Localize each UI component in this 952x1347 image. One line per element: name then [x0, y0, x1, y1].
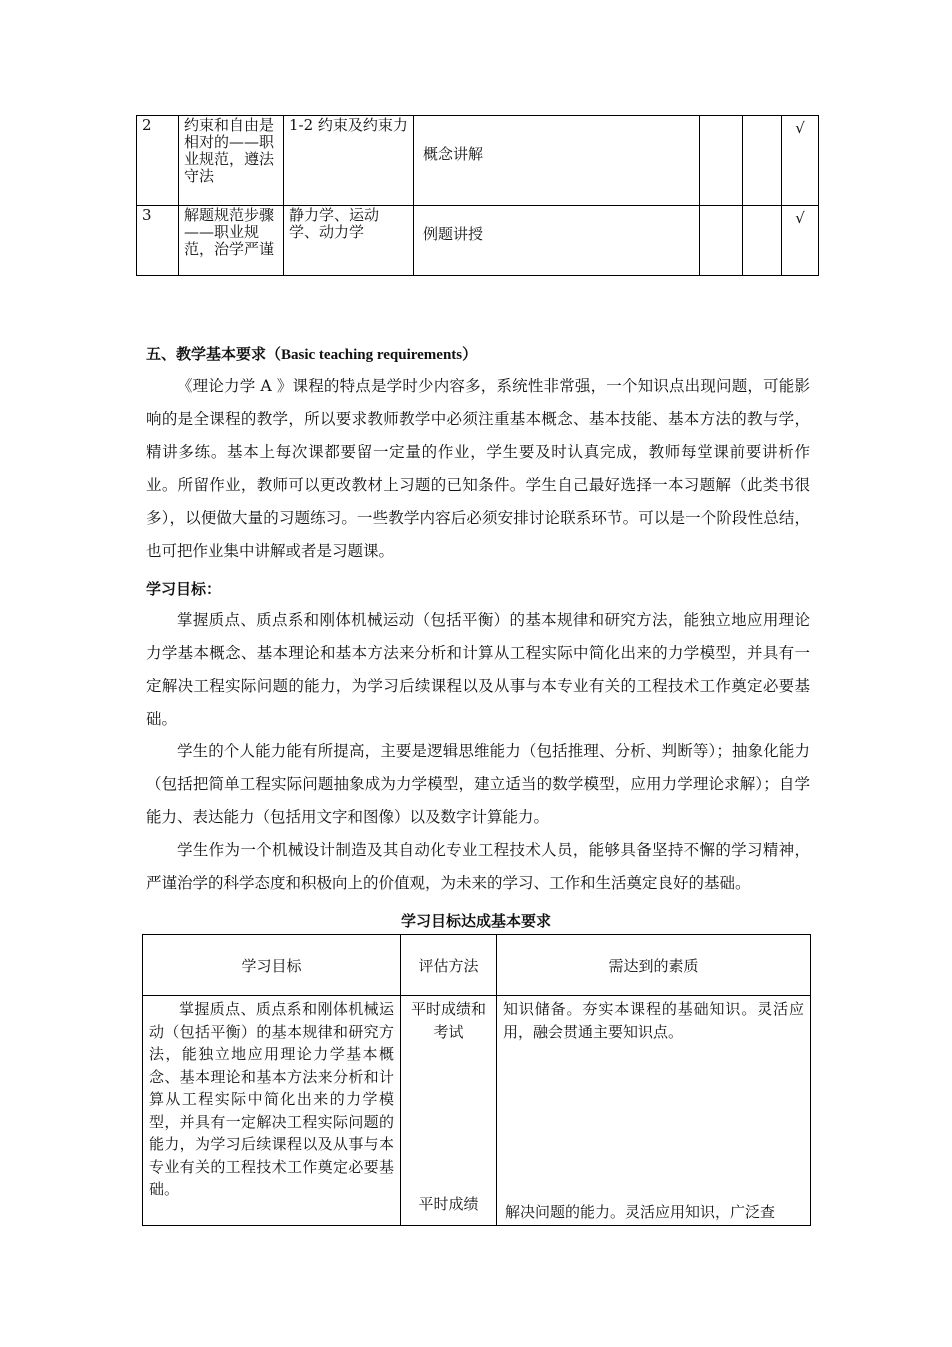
evaluation-method-1: 平时成绩和考试 — [410, 1000, 486, 1041]
quality-item-1: 知识储备。夯实本课程的基础知识。灵活应用，融会贯通主要知识点。 — [503, 1000, 804, 1041]
empty-cell — [700, 116, 743, 206]
learning-goal-paragraph-1: 掌握质点、质点系和刚体机械运动（包括平衡）的基本规律和研究方法，能独立地应用理论力学基本概念、基本理论和基本方法来分析和计算从工程实际中简化出来的力学模型，并具有一定解决工程实际问题的能力，为学习后续课程以及从事与本专业有关的工程技术工作奠定必要基础。 — [146, 611, 810, 728]
header-required-quality: 需达到的素质 — [497, 935, 811, 996]
checkmark-cell: √ — [782, 206, 819, 276]
teaching-requirements-paragraph: 《理论力学 A 》课程的特点是学时少内容多，系统性非常强，一个知识点出现问题，可能影响的是全课程的教学，所以要求教师教学中必须注重基本概念、基本技能、基本方法的教与学，精讲多练。基本上每次课都要留一定量的作业，学生要及时认真完成，教师每堂课前要讲析作业。所留作业，教师可以更改教材上习题的已知条件。学生自己最好选择一本习题解（此类书很多），以便做大量的习题练习。一些教学内容后必须安排讨论联系环节。可以是一个阶段性总结，也可把作业集中讲解或者是习题课。 — [146, 377, 810, 560]
topic-cell: 约束和自由是相对的——职业规范，遵法守法 — [179, 116, 284, 206]
chapter-cell: 1-2 约束及约束力 — [284, 116, 414, 206]
learning-goals-heading: 学习目标： — [146, 580, 222, 598]
section-heading — [146, 343, 477, 364]
evaluation-method-2: 平时成绩 — [418, 1194, 479, 1213]
row-number: 2 — [137, 116, 179, 206]
method-cell: 概念讲解 — [414, 116, 700, 206]
learning-goal-paragraph-2: 学生的个人能力能有所提高，主要是逻辑思维能力（包括推理、分析、判断等）；抽象化能力（包括把简单工程实际问题抽象成为力学模型，建立适当的数学模型，应用力学理论求解）；自学能力、表达能力（包括用文字和图像）以及数字计算能力。 — [146, 742, 810, 826]
empty-cell — [743, 116, 782, 206]
quality-item-2: 解决问题的能力。灵活应用知识，广泛查 — [505, 1202, 776, 1221]
chapter-cell: 静力学、运动学、动力学 — [284, 206, 414, 276]
table-row — [137, 206, 819, 276]
header-evaluation-method: 评估方法 — [401, 935, 497, 996]
checkmark-cell: √ — [782, 116, 819, 206]
topic-cell: 解题规范步骤——职业规范，治学严谨 — [179, 206, 284, 276]
method-cell: 例题讲授 — [414, 206, 700, 276]
empty-cell — [743, 206, 782, 276]
table-caption: 学习目标达成基本要求 — [400, 912, 551, 930]
row-number: 3 — [137, 206, 179, 276]
empty-cell — [700, 206, 743, 276]
table-header-row — [143, 935, 811, 996]
course-content-table — [136, 115, 819, 276]
section-heading-en: （Basic teaching requirements） — [266, 347, 478, 363]
goal-cell: 掌握质点、质点系和刚体机械运动（包括平衡）的基本规律和研究方法，能独立地应用理论力学基本概念、基本理论和基本方法来分析和计算从工程实际中简化出来的力学模型，并具有一定解决工程实际问题的能力，为学习后续课程以及从事与本专业有关的工程技术工作奠定必要基础。 — [143, 996, 401, 1226]
table-row — [143, 996, 811, 1226]
quality-cell — [497, 996, 811, 1226]
evaluation-cell — [401, 996, 497, 1226]
header-learning-goal: 学习目标 — [143, 935, 401, 996]
learning-goal-paragraph-3: 学生作为一个机械设计制造及其自动化专业工程技术人员，能够具备坚持不懈的学习精神，严谨治学的科学态度和积极向上的价值观，为未来的学习、工作和生活奠定良好的基础。 — [146, 841, 810, 892]
learning-goal-table — [142, 934, 811, 1226]
table-row — [137, 116, 819, 206]
section-heading-zh: 五、教学基本要求 — [146, 345, 267, 363]
